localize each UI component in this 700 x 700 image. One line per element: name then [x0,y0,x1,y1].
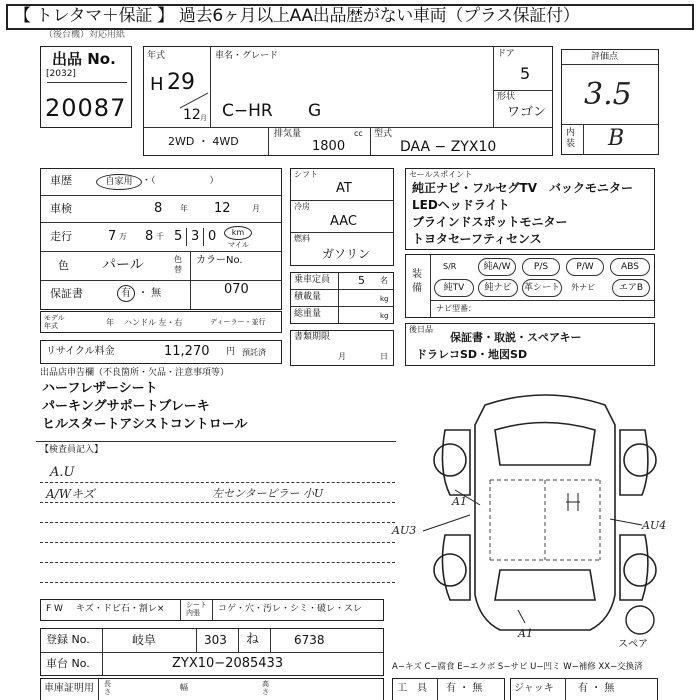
note-2: パーキングサポートブレーキ [42,399,210,414]
reg-month-unit: 月 [200,114,207,122]
equipment-label: 装備 [412,269,422,294]
capacity-value: 5 [358,274,365,287]
doc-expiry-day: 日 [380,352,388,361]
weight-label: 総重量 [294,309,322,319]
score-label: 評価点 [591,52,619,62]
inspector-label: 【検査員記入】 [40,445,104,455]
dealer: ディーラー・並行 [210,318,266,326]
equip-pw: P/W [566,258,604,276]
recycle-unit: 円 [226,347,236,357]
sales-point-2: LEDヘッドライト [412,198,510,212]
car-grade: G [308,101,322,121]
chassis-label: 車台 No. [46,657,90,670]
cert-height: 高さ [262,680,269,696]
equip-sr: S/R [443,262,457,271]
lot-label: 出品 No. [52,50,116,68]
cert-width: 幅 [180,683,188,692]
accessories-line-2: ドラレコSD・地図SD [416,348,528,361]
sales-points-label: セールスポイント [409,170,473,179]
jack-label: ジャッキ [514,683,554,694]
inspector-note-1: A.U [50,465,75,480]
model-year: 29 [167,70,195,95]
warranty-no: ・ 無 [138,288,162,299]
inspector-note-2: A/Wキズ [46,487,95,501]
inspection-label: 車検 [50,202,72,215]
note-3: ヒルスタートアシストコントロール [42,417,248,432]
header-title: 【 トレタマ＋保証 】 過去6ヶ月以上AA出品歴がない車両（プラス保証付） [14,6,580,26]
warranty-label: 保証書 [50,287,83,300]
shift-label: シフト [294,170,318,179]
model-year-label: モデル年式 [44,314,65,330]
warranty-yes: 有 [117,285,135,302]
equip-aw: 純A/W [478,258,516,276]
floor-seat: シート内張 [186,601,207,617]
recycle-label: リサイクル料金 [46,346,115,357]
door-count: 5 [520,64,531,83]
inspection-month-unit: 月 [252,204,260,213]
color-value: パール [102,257,144,273]
equip-leather: 革シート [522,279,562,297]
doc-expiry-label: 書類期限 [294,332,331,342]
equip-ext-navi: 外ナビ [571,283,595,292]
handle: ハンドル 左・右 [124,318,183,327]
disp-unit: cc [354,129,363,138]
reg-label: 登録 No. [46,633,90,646]
diagram-a1-left: A1 [452,495,467,508]
model-year-unit: 年 [106,318,114,327]
reg-kana: ね [246,632,260,647]
cert-label: 車庫証明用 [44,683,94,694]
lot-small: [2032] [46,69,76,79]
mileage-man: 7 [108,229,117,244]
navi-model: ナビ型番： [436,304,476,313]
car-diagram [390,385,700,645]
model-label: 型式 [374,129,393,139]
floor-items: キズ・ドビ石・割レ× [76,604,165,614]
lot-number: 20087 [45,94,127,122]
drive-type: 2WD ・ 4WD [168,135,239,148]
recycle-amount: 11,270 [164,344,210,359]
doc-expiry-month: 月 [338,352,346,361]
history-label: 車歴 [50,174,72,187]
floor-items-2: コゲ・穴・汚レ・シミ・破レ・スレ [218,604,363,614]
car-name: C−HR [222,101,273,121]
history-rest: ・（ ） [142,176,219,186]
equip-navi: 純ナビ [478,279,518,297]
body-shape: ワゴン [507,105,547,120]
fuel-label: 燃料 [294,234,310,243]
weight-unit: kg [380,312,389,320]
interior-label: 内装 [566,128,576,149]
displacement: 1800 [312,139,346,154]
ac-label: 冷房 [294,202,310,211]
reg-month: 12 [183,107,201,123]
mileage-digit-1: 5 [174,229,183,244]
inspection-year-unit: 年 [180,204,188,213]
recycle-deposit: 預託済 [242,348,266,357]
capacity-label: 乗車定員 [294,275,331,285]
color-label: 色 [58,259,69,272]
tool-value: 有 ・ 無 [446,683,483,694]
sales-point-3: ブラインドスポットモニター [412,215,568,229]
history-circle: 自家用 [96,174,142,190]
chassis-number: ZYX10−2085433 [172,656,284,671]
diagram-au4: AU4 [642,519,667,532]
diagram-a1-bottom: A1 [518,627,533,640]
shape-label: 形状 [497,92,516,102]
legend: A−キズ C−腐食 E−エクボ S−サビ U−凹ミ W−補修 XX−交換済 [392,662,643,672]
note-1: ハーフレザーシート [42,381,158,396]
sales-point-1: 純正ナビ・フルセグTV バックモニター [412,181,633,195]
load-label: 積載量 [294,292,322,302]
notes-label: 出品店申告欄（不良箇所・欠品・注意事項等） [40,368,230,378]
door-label: ドア [497,49,515,59]
diagram-spare: スペア [618,639,648,650]
shift-value: AT [336,181,352,196]
color-change: 色替 [174,255,182,274]
score-value: 3.5 [584,77,632,112]
mileage-digit-3: 0 [208,229,217,244]
diagram-au3: AU3 [392,524,417,537]
floor-fw: F W [46,604,63,614]
inspection-year: 8 [154,201,163,216]
tool-label: 工 具 [397,683,427,694]
equip-tv: 純TV [434,279,474,297]
color-no-label: カラーNo. [196,255,243,266]
name-label: 車名・グレード [215,51,279,61]
year-label: 年式 [147,51,166,61]
capacity-unit: 名 [380,276,388,285]
equip-abs: ABS [610,258,650,276]
accessories-label: 後日品 [409,325,433,334]
load-unit: kg [380,295,389,303]
inspector-note-3: 左センターピラー 小U [212,487,324,500]
interior-score: B [608,126,625,151]
era: H [150,74,164,95]
disp-label: 排気量 [274,129,302,139]
mileage-sen: 8 [145,229,154,244]
mileage-label: 走行 [50,230,72,243]
mileage-digit-2: 3 [191,229,200,244]
ac-value: AAC [330,214,357,229]
inspection-month: 12 [214,201,231,216]
sales-point-4: トヨタセーフティセンス [412,232,542,246]
mileage-sen-unit: 千 [156,232,164,241]
mileage-unit: km [224,226,252,240]
mileage-unit-2: マイル [228,241,249,249]
model-code: DAA − ZYX10 [400,139,497,155]
reg-city: 岐阜 [132,633,157,647]
jack-value: 有 ・ 無 [578,683,615,694]
accessories-line-1: 保証書・取説・スペアキー [450,331,582,344]
color-no: 070 [224,282,249,297]
header-sub: （後台機）対応用紙 [44,30,126,40]
reg-num-1: 303 [204,633,227,647]
cert-length: 長さ [104,680,111,696]
equip-airbag: エアB [612,279,650,297]
reg-num-2: 6738 [294,633,325,647]
mileage-man-unit: 万 [119,232,127,241]
equip-ps: P/S [522,258,560,276]
fuel-value: ガソリン [322,247,371,261]
